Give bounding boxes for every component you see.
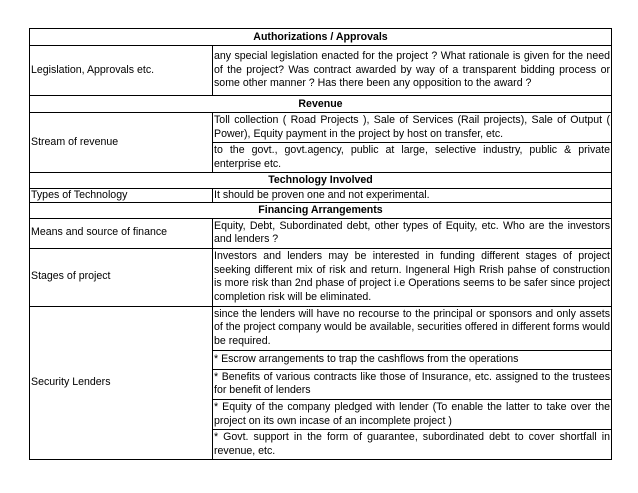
security-bullet-govt-support: * Govt. support in the form of guarantee, subordinated debt to cover shortfall in revenue, etc.: [213, 430, 612, 460]
row-label-security-lenders: Security Lenders: [30, 306, 213, 460]
section-header-authorizations: Authorizations / Approvals: [30, 29, 612, 46]
security-bullet-equity-pledge: * Equity of the company pledged with lender (To enable the latter to take over the project on its own incase of an incomplete project ): [213, 399, 612, 429]
security-bullet-escrow: * Escrow arrangements to trap the cashflows from the operations: [213, 350, 612, 369]
row-label-types-of-technology: Types of Technology: [30, 188, 213, 203]
section-header-financing: Financing Arrangements: [30, 203, 612, 219]
row-label-means-of-finance: Means and source of finance: [30, 218, 213, 248]
section-header-revenue: Revenue: [30, 96, 612, 113]
authorizations-table: [29, 28, 612, 460]
row-text-security-intro: since the lenders will have no recourse to the principal or sponsors and only assets of the project company would be available, securities offered in different forms would be required.: [213, 306, 612, 350]
row-label-stream-of-revenue: Stream of revenue: [30, 113, 213, 173]
row-text-stream-of-revenue-2: to the govt., govt.agency, public at large, selective industry, public & private enterprise etc.: [213, 143, 612, 173]
row-label-stages-of-project: Stages of project: [30, 248, 213, 306]
row-text-stages-of-project: Investors and lenders may be interested in funding different stages of project seeking different mix of risk and return. Ingeneral High Rrish pahse of construction is more risk than 2nd phase of project i.e Operations seems to be safer since project completion risk will be eliminated.: [213, 248, 612, 306]
row-text-legislation: any special legislation enacted for the project ? What rationale is given for the need of the project? Was contract awarded by way of a transparent bidding process or some other manner ? Has there been any opposition to the award ?: [213, 46, 612, 96]
row-text-means-of-finance: Equity, Debt, Subordinated debt, other types of Equity, etc. Who are the investors and lenders ?: [213, 218, 612, 248]
row-label-legislation: Legislation, Approvals etc.: [30, 46, 213, 96]
security-bullet-contracts: * Benefits of various contracts like those of Insurance, etc. assigned to the trustees for benefit of lenders: [213, 369, 612, 399]
row-text-types-of-technology: It should be proven one and not experimental.: [213, 188, 612, 203]
section-header-technology: Technology Involved: [30, 173, 612, 189]
row-text-stream-of-revenue-1: Toll collection ( Road Projects ), Sale of Services (Rail projects), Sale of Output ( Power), Equity payment in the project by host on transfer, etc.: [213, 113, 612, 143]
